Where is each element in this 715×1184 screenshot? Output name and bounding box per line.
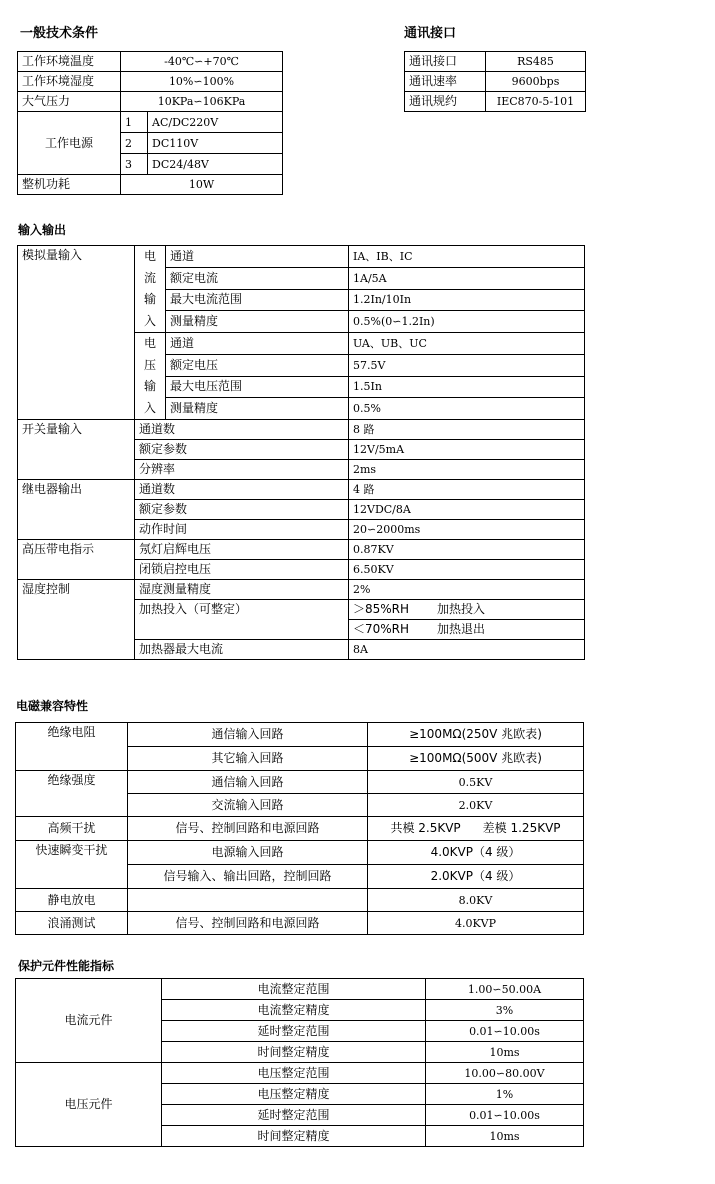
table-row — [16, 817, 584, 841]
analog-label: 模拟量输入 — [18, 246, 135, 420]
vlabel-char: 流 — [143, 270, 156, 285]
param-value: 0.87KV — [349, 540, 585, 560]
protection-table — [15, 978, 584, 1147]
table-row — [16, 771, 584, 794]
param-key: 通信输入回路 — [128, 723, 368, 747]
heat-on-action: 加热投入 — [437, 602, 486, 616]
consumption-value: 10W — [121, 175, 283, 195]
param-value: 2.0KV — [368, 794, 584, 817]
param-key: 电压整定精度 — [162, 1084, 426, 1105]
param-value: 12V/5mA — [349, 440, 585, 460]
param-value: 8A — [349, 640, 585, 660]
table-row — [16, 889, 584, 912]
heat-on-threshold: ＞85%RH — [353, 602, 410, 616]
param-key: 通道数 — [135, 480, 349, 500]
consumption-label: 整机功耗 — [18, 175, 121, 195]
param-value: 4.0KVP — [368, 912, 584, 935]
param-value: 10.00∽80.00V — [426, 1063, 584, 1084]
hf-label: 高频干扰 — [16, 817, 128, 841]
protection-title: 保护元件性能指标 — [18, 959, 115, 973]
comm-table — [404, 51, 586, 112]
emc-table — [15, 722, 584, 935]
table-row — [18, 175, 283, 195]
param-key: 额定参数 — [135, 440, 349, 460]
param-key: 测量精度 — [166, 311, 349, 333]
param-value: 2.0KVP（4 级） — [368, 865, 584, 889]
param-key: 加热投入（可整定） — [135, 600, 349, 640]
table-row — [405, 72, 586, 92]
param-value: 1.2In/10In — [349, 289, 585, 311]
power-label: 工作电源 — [18, 112, 121, 175]
param-value: 12VDC/8A — [349, 500, 585, 520]
param-key: 电压整定范围 — [162, 1063, 426, 1084]
param-key: 电流整定范围 — [162, 979, 426, 1000]
pressure-label: 大气压力 — [18, 92, 121, 112]
param-value: 0.01∽10.00s — [426, 1105, 584, 1126]
current-element-label: 电流元件 — [16, 979, 162, 1063]
param-key: 信号、控制回路和电源回路 — [128, 912, 368, 935]
param-key: 动作时间 — [135, 520, 349, 540]
power-option-num: 2 — [121, 133, 148, 154]
param-key: 额定参数 — [135, 500, 349, 520]
param-value — [368, 817, 584, 841]
param-key: 延时整定范围 — [162, 1105, 426, 1126]
power-option-value: DC110V — [148, 133, 283, 154]
power-option-value: AC/DC220V — [148, 112, 283, 133]
param-value: 1A/5A — [349, 267, 585, 289]
param-key: 电源输入回路 — [128, 841, 368, 865]
param-value: 0.5%(0∽1.2In) — [349, 311, 585, 333]
param-key: 交流输入回路 — [128, 794, 368, 817]
table-row — [18, 72, 283, 92]
voltage-element-label: 电压元件 — [16, 1063, 162, 1147]
table-row — [18, 112, 283, 133]
param-key: 延时整定范围 — [162, 1021, 426, 1042]
hv-label: 高压带电指示 — [18, 540, 135, 580]
vlabel-char: 入 — [143, 313, 156, 328]
param-value: 0.5KV — [368, 771, 584, 794]
power-option-num: 3 — [121, 154, 148, 175]
param-key: 分辨率 — [135, 460, 349, 480]
param-value: 0.5% — [349, 398, 585, 420]
switch-label: 开关量输入 — [18, 420, 135, 480]
io-title: 输入输出 — [18, 223, 67, 237]
param-value: UA、UB、UC — [349, 333, 585, 355]
table-row — [405, 92, 586, 112]
param-value: 2% — [349, 580, 585, 600]
param-key: 氖灯启辉电压 — [135, 540, 349, 560]
param-key — [128, 889, 368, 912]
heat-off-threshold: ＜70%RH — [353, 622, 410, 636]
param-key: 最大电压范围 — [166, 376, 349, 398]
param-key: 湿度测量精度 — [135, 580, 349, 600]
surge-label: 浪涌测试 — [16, 912, 128, 935]
temp-label: 工作环境温度 — [18, 52, 121, 72]
param-value: 8 路 — [349, 420, 585, 440]
comm-rate-label: 通讯速率 — [405, 72, 486, 92]
param-key: 通道数 — [135, 420, 349, 440]
param-value: ≥100MΩ(250V 兆欧表) — [368, 723, 584, 747]
comm-title: 通讯接口 — [404, 26, 457, 41]
diff-mode-value: 差模 1.25KVP — [482, 821, 561, 835]
heat-off-value — [349, 620, 585, 640]
table-row — [16, 723, 584, 747]
param-key: 信号输入、输出回路，控制回路 — [128, 865, 368, 889]
vlabel-char: 入 — [143, 400, 156, 415]
table-row — [18, 246, 585, 268]
table-row — [18, 420, 585, 440]
table-row — [18, 92, 283, 112]
table-row — [18, 540, 585, 560]
esd-label: 静电放电 — [16, 889, 128, 912]
heat-on-value — [349, 600, 585, 620]
comm-interface-label: 通讯接口 — [405, 52, 486, 72]
param-key: 加热器最大电流 — [135, 640, 349, 660]
comm-rate-value: 9600bps — [486, 72, 586, 92]
strength-label: 绝缘强度 — [16, 771, 128, 817]
common-mode-value: 共模 2.5KVP — [390, 821, 461, 835]
param-value: 10ms — [426, 1126, 584, 1147]
vlabel-char: 压 — [143, 357, 156, 372]
power-option-value: DC24/48V — [148, 154, 283, 175]
param-key: 时间整定精度 — [162, 1126, 426, 1147]
param-key: 其它输入回路 — [128, 747, 368, 771]
param-value: 57.5V — [349, 354, 585, 376]
table-row — [16, 912, 584, 935]
io-table — [17, 245, 585, 660]
vlabel-char: 输 — [143, 379, 156, 393]
param-value: 10ms — [426, 1042, 584, 1063]
table-row — [16, 1063, 584, 1084]
param-key: 额定电流 — [166, 267, 349, 289]
comm-interface-value: RS485 — [486, 52, 586, 72]
param-value: 2ms — [349, 460, 585, 480]
table-row — [16, 979, 584, 1000]
vlabel-char: 输 — [143, 292, 156, 306]
param-value: 1.00∽50.00A — [426, 979, 584, 1000]
current-input-label — [135, 246, 166, 333]
insulation-label: 绝缘电阻 — [16, 723, 128, 771]
param-value: 4.0KVP（4 级） — [368, 841, 584, 865]
param-value: 1% — [426, 1084, 584, 1105]
vlabel-char: 电 — [143, 249, 156, 263]
param-key: 闭锁启控电压 — [135, 560, 349, 580]
humidity-value: 10%∽100% — [121, 72, 283, 92]
humidity-label: 工作环境湿度 — [18, 72, 121, 92]
param-key: 最大电流范围 — [166, 289, 349, 311]
param-value: 8.0KV — [368, 889, 584, 912]
param-value: ≥100MΩ(500V 兆欧表) — [368, 747, 584, 771]
general-table — [17, 51, 283, 195]
param-value: 6.50KV — [349, 560, 585, 580]
table-row — [18, 480, 585, 500]
heat-off-action: 加热退出 — [437, 622, 486, 636]
comm-protocol-label: 通讯规约 — [405, 92, 486, 112]
fast-transient-label: 快速瞬变干扰 — [16, 841, 128, 889]
humidity-control-label: 湿度控制 — [18, 580, 135, 660]
param-key: 额定电压 — [166, 354, 349, 376]
general-title: 一般技术条件 — [20, 26, 99, 41]
relay-label: 继电器输出 — [18, 480, 135, 540]
param-value: 0.01∽10.00s — [426, 1021, 584, 1042]
emc-title: 电磁兼容特性 — [16, 699, 89, 713]
param-key: 通信输入回路 — [128, 771, 368, 794]
param-value: IA、IB、IC — [349, 246, 585, 268]
param-key: 通道 — [166, 246, 349, 268]
param-key: 时间整定精度 — [162, 1042, 426, 1063]
param-value: 4 路 — [349, 480, 585, 500]
table-row — [405, 52, 586, 72]
param-key: 信号、控制回路和电源回路 — [128, 817, 368, 841]
comm-protocol-value: IEC870-5-101 — [486, 92, 586, 112]
voltage-input-label — [135, 333, 166, 420]
table-row — [18, 52, 283, 72]
param-value: 3% — [426, 1000, 584, 1021]
param-value: 1.5In — [349, 376, 585, 398]
param-key: 电流整定精度 — [162, 1000, 426, 1021]
power-option-num: 1 — [121, 112, 148, 133]
table-row — [18, 580, 585, 600]
pressure-value: 10KPa∽106KPa — [121, 92, 283, 112]
param-key: 通道 — [166, 333, 349, 355]
vlabel-char: 电 — [143, 336, 156, 350]
param-value: 20∽2000ms — [349, 520, 585, 540]
temp-value: -40℃∽+70℃ — [121, 52, 283, 72]
param-key: 测量精度 — [166, 398, 349, 420]
table-row — [16, 841, 584, 865]
